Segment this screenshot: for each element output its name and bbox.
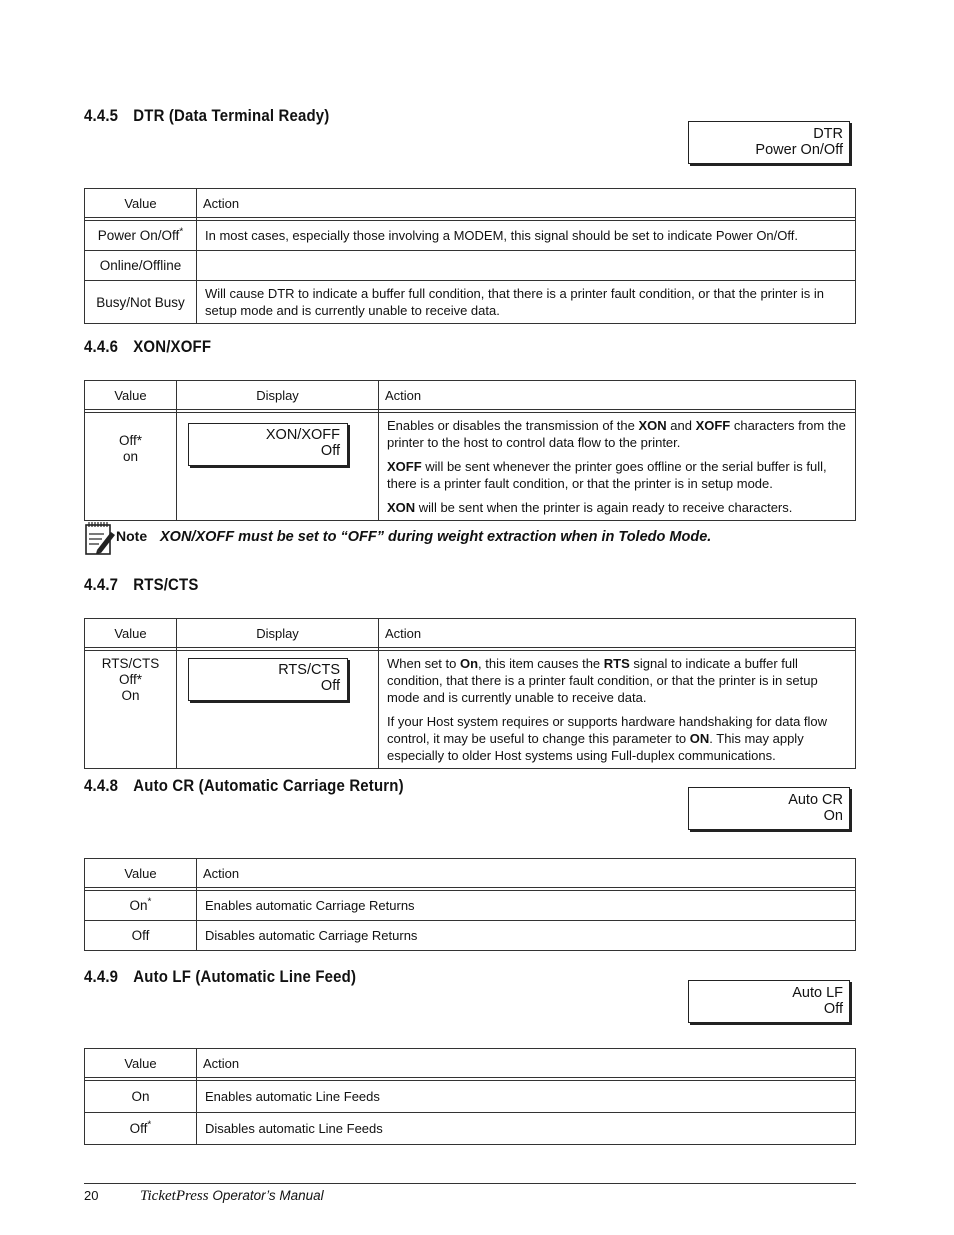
- section-heading-auto-cr: [84, 776, 404, 796]
- value-cell: Off: [85, 921, 197, 951]
- value-cell: On*: [85, 891, 197, 921]
- col-header-display: Display: [177, 381, 379, 410]
- section-heading-auto-lf: [84, 967, 356, 987]
- value-cell: [85, 651, 177, 769]
- section-heading-xon-xoff: [84, 337, 211, 357]
- col-header-display: Display: [177, 619, 379, 648]
- section-number: 4.4.9: [84, 967, 119, 986]
- product-name: TicketPress: [140, 1188, 209, 1204]
- table-rts-cts: [84, 618, 856, 769]
- table-row: [85, 1113, 856, 1145]
- value-line: Off*: [118, 672, 142, 687]
- display-cell: [177, 651, 379, 769]
- section-title: Auto LF (Automatic Line Feed): [133, 967, 357, 986]
- note-label: Note: [116, 528, 148, 544]
- section-title: XON/XOFF: [133, 337, 212, 356]
- display-line: XON/XOFF: [265, 427, 340, 443]
- display-line: Power On/Off: [755, 142, 843, 158]
- value-line: On: [121, 688, 140, 703]
- value-cell: Online/Offline: [85, 251, 197, 281]
- section-title: DTR (Data Terminal Ready): [133, 106, 330, 125]
- display-box-xon-xoff: [188, 423, 348, 466]
- col-header-action: Action: [197, 1049, 856, 1078]
- table-row: [85, 413, 856, 521]
- display-cell: [177, 413, 379, 521]
- display-line: Off: [320, 678, 340, 694]
- section-title: RTS/CTS: [133, 575, 199, 594]
- action-cell: In most cases, especially those involving a MODEM, this signal should be set to indicate Power On/Off.: [197, 221, 856, 251]
- footer-title: [140, 1187, 324, 1205]
- action-cell: [379, 651, 856, 769]
- value-cell: Off*: [85, 1113, 197, 1145]
- col-header-value: Value: [85, 381, 177, 410]
- table-row: [85, 891, 856, 921]
- display-line: Off: [320, 443, 340, 459]
- table-row: [85, 281, 856, 324]
- display-line: RTS/CTS: [278, 662, 340, 678]
- action-cell: Disables automatic Carriage Returns: [197, 921, 856, 951]
- manual-name: Operator’s Manual: [208, 1188, 324, 1203]
- action-paragraph: XOFF will be sent whenever the printer goes offline or the serial buffer is full, there is a printer fault condition, or that the printer is in setup mode.: [387, 459, 827, 491]
- note-text: XON/XOFF must be set to “OFF” during weight extraction when in Toledo Mode.: [160, 529, 712, 545]
- table-row: [85, 921, 856, 951]
- action-cell: Disables automatic Line Feeds: [197, 1113, 856, 1145]
- table-row: [85, 251, 856, 281]
- display-line: DTR: [813, 126, 843, 142]
- section-heading-rts-cts: [84, 575, 199, 595]
- action-paragraph: When set to On, this item causes the RTS signal to indicate a buffer full condition, that there is a printer fault condition, or that the printer is in setup mode and is currently unable to receive data.: [387, 656, 818, 705]
- action-paragraph: Enables or disables the transmission of the XON and XOFF characters from the printer to the host to control data flow to the printer.: [387, 418, 846, 450]
- section-number: 4.4.6: [84, 337, 119, 356]
- display-box-rts-cts: [188, 658, 348, 701]
- table-row: [85, 651, 856, 769]
- col-header-value: Value: [85, 859, 197, 888]
- table-auto-lf: [84, 1048, 856, 1145]
- section-heading-dtr: [84, 106, 329, 126]
- col-header-value: Value: [85, 189, 197, 218]
- section-number: 4.4.8: [84, 776, 119, 795]
- action-cell: Will cause DTR to indicate a buffer full condition, that there is a printer fault condition, or that the printer is in setup mode and is currently unable to receive data.: [197, 281, 856, 324]
- table-auto-cr: [84, 858, 856, 951]
- action-cell: [379, 413, 856, 521]
- col-header-action: Action: [379, 381, 856, 410]
- footer-rule: [84, 1183, 856, 1184]
- display-line: Auto CR: [788, 792, 843, 808]
- action-cell: Enables automatic Line Feeds: [197, 1081, 856, 1113]
- display-line: Off: [823, 1001, 843, 1017]
- table-xon-xoff: [84, 380, 856, 521]
- table-dtr: [84, 188, 856, 324]
- display-line: On: [823, 808, 843, 824]
- action-cell: Enables automatic Carriage Returns: [197, 891, 856, 921]
- action-cell: [197, 251, 856, 281]
- table-row: [85, 221, 856, 251]
- action-paragraph: XON will be sent when the printer is again ready to receive characters.: [387, 500, 793, 515]
- col-header-action: Action: [197, 859, 856, 888]
- value-line: on: [122, 449, 139, 464]
- section-number: 4.4.5: [84, 106, 119, 125]
- section-number: 4.4.7: [84, 575, 119, 594]
- display-box-dtr: [688, 121, 850, 164]
- action-paragraph: If your Host system requires or supports hardware handshaking for data flow control, it may be useful to change this parameter to ON. This may apply especially to older Host systems using Full-duplex communications.: [387, 714, 828, 763]
- value-cell: Busy/Not Busy: [85, 281, 197, 324]
- table-row: [85, 1081, 856, 1113]
- display-line: Auto LF: [792, 985, 843, 1001]
- col-header-value: Value: [85, 619, 177, 648]
- value-cell: [85, 413, 177, 521]
- page-number: 20: [84, 1188, 99, 1203]
- col-header-action: Action: [379, 619, 856, 648]
- note-pad-pencil-icon: [84, 520, 116, 556]
- value-line: RTS/CTS: [101, 656, 160, 671]
- display-box-auto-lf: [688, 980, 850, 1023]
- value-cell: Power On/Off*: [85, 221, 197, 251]
- col-header-action: Action: [197, 189, 856, 218]
- value-line: Off*: [118, 433, 142, 448]
- section-title: Auto CR (Automatic Carriage Return): [133, 776, 404, 795]
- display-box-auto-cr: [688, 787, 850, 830]
- col-header-value: Value: [85, 1049, 197, 1078]
- value-cell: On: [85, 1081, 197, 1113]
